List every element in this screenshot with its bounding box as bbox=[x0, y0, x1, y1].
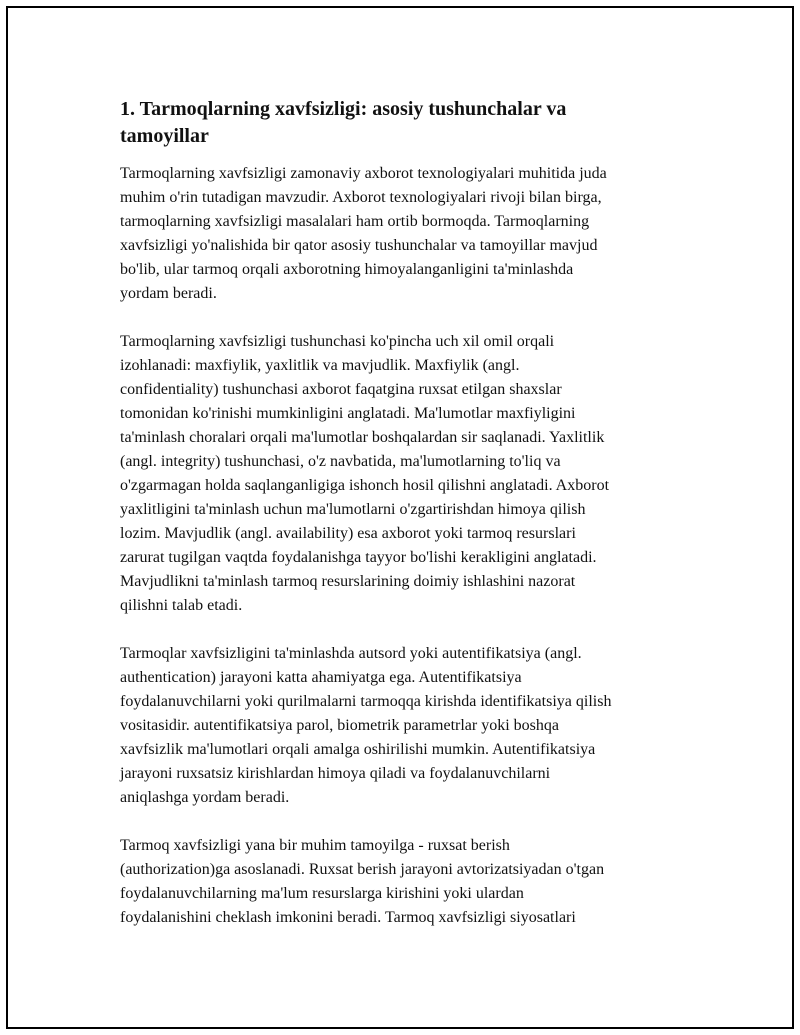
document-body bbox=[120, 96, 692, 930]
text-line: Tarmoqlarning xavfsizligi zamonaviy axborot texnologiyalari muhitida juda bbox=[120, 165, 607, 182]
text-line: xavfsizlik ma'lumotlari orqali amalga oshirilishi mumkin. Autentifikatsiya bbox=[120, 741, 596, 758]
text-line: xavfsizligi yo'nalishida bir qator asosiy tushunchalar va tamoyillar mavjud bbox=[120, 237, 598, 254]
page-frame bbox=[6, 6, 794, 1029]
text-line: vositasidir. autentifikatsiya parol, biometrik parametrlar yoki boshqa bbox=[120, 717, 559, 734]
text-line: aniqlashga yordam beradi. bbox=[120, 789, 290, 806]
text-line: foydalanuvchilarning ma'lum resurslarga kirishini yoki ulardan bbox=[120, 885, 524, 902]
title-line: tamoyillar bbox=[120, 125, 209, 147]
document-title bbox=[120, 96, 692, 150]
paragraph-2 bbox=[120, 330, 692, 618]
text-line: (authorization)ga asoslanadi. Ruxsat berish jarayoni avtorizatsiyadan o'tgan bbox=[120, 861, 605, 878]
text-line: Tarmoqlar xavfsizligini ta'minlashda autsord yoki autentifikatsiya (angl. bbox=[120, 645, 582, 662]
title-line: 1. Tarmoqlarning xavfsizligi: asosiy tushunchalar va bbox=[120, 98, 567, 120]
text-line: yordam beradi. bbox=[120, 285, 217, 302]
paragraph-3 bbox=[120, 642, 692, 810]
text-line: ta'minlash choralari orqali ma'lumotlar boshqalardan sir saqlanadi. Yaxlitlik bbox=[120, 429, 605, 446]
text-line: lozim. Mavjudlik (angl. availability) esa axborot yoki tarmoq resurslari bbox=[120, 525, 576, 542]
text-line: bo'lib, ular tarmoq orqali axborotning himoyalanganligini ta'minlashda bbox=[120, 261, 574, 278]
text-line: Tarmoqlarning xavfsizligi tushunchasi ko'pincha uch xil omil orqali bbox=[120, 333, 555, 350]
text-line: qilishni talab etadi. bbox=[120, 597, 243, 614]
text-line: zarurat tugilgan vaqtda foydalanishga tayyor bo'lishi kerakligini anglatadi. bbox=[120, 549, 597, 566]
text-line: authentication) jarayoni katta ahamiyatga ega. Autentifikatsiya bbox=[120, 669, 522, 686]
paragraph-4 bbox=[120, 834, 692, 930]
text-line: tomonidan ko'rinishi mumkinligini anglatadi. Ma'lumotlar maxfiyligini bbox=[120, 405, 576, 422]
text-line: jarayoni ruxsatsiz kirishlardan himoya qiladi va foydalanuvchilarni bbox=[120, 765, 551, 782]
text-line: izohlanadi: maxfiylik, yaxlitlik va mavjudlik. Maxfiylik (angl. bbox=[120, 357, 520, 374]
paragraph-1 bbox=[120, 162, 692, 306]
text-line: (angl. integrity) tushunchasi, o'z navbatida, ma'lumotlarning to'liq va bbox=[120, 453, 561, 470]
text-line: tarmoqlarning xavfsizligi masalalari ham ortib bormoqda. Tarmoqlarning bbox=[120, 213, 590, 230]
text-line: Mavjudlikni ta'minlash tarmoq resurslarining doimiy ishlashini nazorat bbox=[120, 573, 576, 590]
text-line: yaxlitligini ta'minlash uchun ma'lumotlarni o'zgartirishdan himoya qilish bbox=[120, 501, 586, 518]
text-line: confidentiality) tushunchasi axborot faqatgina ruxsat etilgan shaxslar bbox=[120, 381, 562, 398]
text-line: o'zgarmagan holda saqlanganligiga ishonch hosil qilishni anglatadi. Axborot bbox=[120, 477, 610, 494]
text-line: foydalanuvchilarni yoki qurilmalarni tarmoqqa kirishda identifikatsiya qilish bbox=[120, 693, 612, 710]
text-line: Tarmoq xavfsizligi yana bir muhim tamoyilga - ruxsat berish bbox=[120, 837, 510, 854]
text-line: muhim o'rin tutadigan mavzudir. Axborot texnologiyalari rivoji bilan birga, bbox=[120, 189, 602, 206]
text-line: foydalanishini cheklash imkonini beradi. Tarmoq xavfsizligi siyosatlari bbox=[120, 909, 576, 926]
